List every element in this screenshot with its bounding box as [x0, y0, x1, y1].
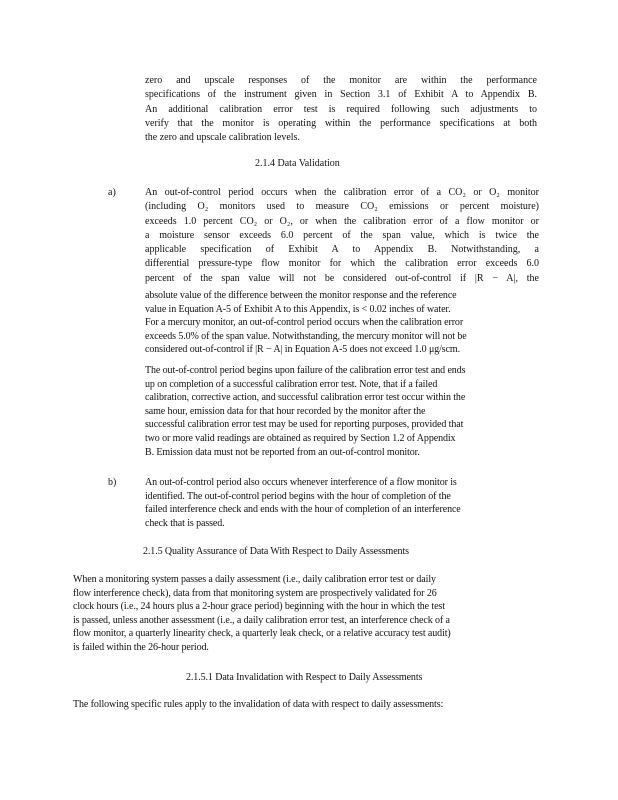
text-line: The following specific rules apply to the invalidation of data with respect to daily assessments: [73, 699, 444, 710]
text-line: is failed within the 26-hour period. [73, 641, 209, 653]
text-line: zero and upscale responses of the monitor are within the performance [145, 75, 537, 86]
text-line: exceeds 5.0% of the span value. Notwithstanding, the mercury monitor will not be [145, 330, 467, 342]
item-b-label: b) [108, 477, 117, 488]
text-line: An out-of-control period also occurs whenever interference of a flow monitor is [145, 477, 457, 488]
text-line: verify that the monitor is operating within the performance specifications at both [145, 117, 537, 129]
text-line: value in Equation A-5 of Exhibit A to this Appendix, is < 0.02 inches of water. [145, 303, 451, 315]
text-line: (including O₂ monitors used to measure CO₂ emissions or percent moisture) [145, 201, 539, 213]
text-line: absolute value of the difference between the monitor response and the reference [145, 290, 457, 301]
text-line: B. Emission data must not be reported from an out-of-control monitor. [145, 446, 420, 458]
section-heading-2-1-4: 2.1.4 Data Validation [255, 158, 340, 169]
section-2-1-5-paragraph [73, 573, 543, 655]
text-line: When a monitoring system passes a daily assessment (i.e., daily calibration error test or daily [73, 574, 436, 585]
text-line: identified. The out-of-control period begins with the hour of completion of the [145, 490, 451, 502]
text-line: exceeds 1.0 percent CO₂ or O₂, or when the calibration error of a flow monitor or [145, 215, 539, 227]
text-line: successful calibration error test may be used for reporting purposes, provided that [145, 419, 464, 431]
intro-paragraph [145, 74, 537, 145]
text-line: percent of the span value will not be considered out-of-control if |R − A|, the [145, 272, 539, 284]
text-line: flow monitor, a quarterly linearity check, a quarterly leak check, or a relative accuracy test audit) [73, 628, 451, 640]
item-a-paragraph-1 [145, 186, 539, 286]
text-line: is passed, unless another assessment (i.e., a daily calibration error test, an interference check of a [73, 614, 450, 626]
text-line: a moisture sensor exceeds 6.0 percent of the span value, which is twice the [145, 229, 539, 241]
text-line: check that is passed. [145, 517, 225, 529]
text-line: applicable specification of Exhibit A to Appendix B. Notwithstanding, a [145, 244, 539, 256]
text-line: flow interference check), data from that monitoring system are prospectively validated for 26 [73, 587, 437, 599]
text-line: An out-of-control period occurs when the calibration error of a CO₂ or O₂ monitor [145, 187, 539, 198]
item-a-paragraph-2 [145, 364, 525, 459]
item-a-label: a) [108, 187, 116, 198]
text-line: up on completion of a successful calibration error test. Note, that if a failed [145, 378, 438, 390]
section-heading-2-1-5: 2.1.5 Quality Assurance of Data With Respect to Daily Assessments [143, 546, 409, 557]
text-line: The out-of-control period begins upon failure of the calibration error test and ends [145, 365, 466, 376]
section-2-1-5-1-paragraph [73, 698, 543, 712]
text-line: same hour, emission data for that hour recorded by the monitor after the [145, 405, 426, 417]
item-a-paragraph-1-tail [145, 289, 525, 357]
text-line: considered out-of-control if |R − A| in Equation A-5 does not exceed 1.0 μg/scm. [145, 344, 460, 356]
text-line: the zero and upscale calibration levels. [145, 132, 300, 144]
text-line: specifications of the instrument given in Section 3.1 of Exhibit A to Appendix B. [145, 89, 537, 101]
text-line: clock hours (i.e., 24 hours plus a 2-hour grace period) beginning with the hour in which the test [73, 601, 445, 613]
text-line: failed interference check and ends with the hour of completion of an interference [145, 504, 461, 516]
text-line: An additional calibration error test is required following such adjustments to [145, 103, 537, 115]
section-heading-2-1-5-1: 2.1.5.1 Data Invalidation with Respect to Daily Assessments [186, 672, 423, 683]
text-line: two or more valid readings are obtained as required by Section 1.2 of Appendix [145, 432, 456, 444]
item-b-paragraph [145, 476, 525, 530]
text-line: differential pressure-type flow monitor for which the calibration error exceeds 6.0 [145, 258, 539, 270]
text-line: calibration, corrective action, and successful calibration error test occur within the [145, 392, 466, 404]
text-line: For a mercury monitor, an out-of-control period occurs when the calibration error [145, 317, 464, 329]
